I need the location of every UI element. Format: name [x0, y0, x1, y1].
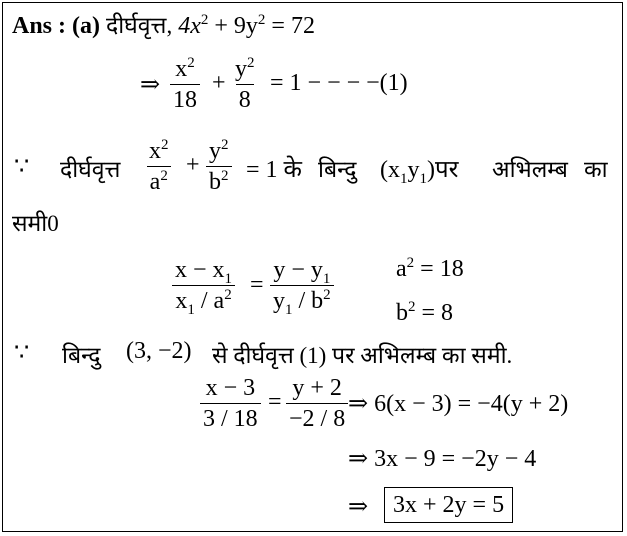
- step-equation-1: ⇒ 6(x − 3) = −4(y + 2): [348, 391, 569, 417]
- fraction-x-minus-3: $\frac{x - 3}{3 / 18}$: [200, 373, 261, 434]
- equals-one-ke: = 1 के: [246, 157, 302, 183]
- fraction-y2-8: $\frac{y^2}{8}$: [235, 55, 255, 113]
- a-squared-value: $a^2 = 18$: [396, 255, 464, 282]
- normal-description: से दीर्घवृत्त (1) पर अभिलम्ब का समी.: [212, 343, 513, 368]
- point-word: बिन्दु: [318, 157, 357, 182]
- fraction-y-plus-2: $\frac{y + 2}{-2 / 8}$: [286, 373, 348, 434]
- answer-label: Ans : (a): [12, 13, 100, 39]
- fraction-y-minus-y1: $\frac{y - y_1}{y_1 / b^2}$: [270, 255, 334, 316]
- ellipse-word: दीर्घवृत्त,: [106, 13, 173, 38]
- answer-line: [12, 8, 315, 40]
- since-symbol-2: ∵: [14, 340, 30, 366]
- sami-word: समी0: [12, 211, 59, 236]
- implies-arrow-final: ⇒: [348, 494, 369, 520]
- point-3-minus2: (3, −2): [126, 338, 192, 364]
- ellipse-word-2: दीर्घवृत्त: [60, 157, 121, 182]
- plus-sign: +: [212, 70, 226, 96]
- fraction-y2-b2: $\frac{y^2}{b^2}$: [206, 136, 232, 197]
- step-equation-2: ⇒ 3x − 9 = −2y − 4: [348, 446, 537, 472]
- equals-sign-2: =: [268, 389, 282, 415]
- point-word-2: बिन्दु: [62, 343, 101, 368]
- ka-word: का: [584, 157, 608, 182]
- fraction-x-minus-x1: $\frac{x - x_1}{x_1 / a^2}$: [172, 255, 235, 316]
- fraction-x2-18: $\frac{x^2}{18}$: [170, 54, 200, 115]
- final-answer-box: 3x + 2y = 5: [384, 487, 513, 523]
- fraction-x2-a2: $\frac{x^2}{a^2}$: [146, 136, 172, 197]
- since-symbol: ∵: [14, 154, 30, 180]
- plus-sign-2: +: [186, 152, 200, 178]
- b-squared-value: $b^2 = 8$: [396, 299, 454, 326]
- equation-one-label: = 1 − − − −(1): [270, 70, 408, 96]
- equals-sign: =: [250, 272, 264, 298]
- normal-word: अभिलम्ब: [492, 157, 568, 182]
- ellipse-equation: $4x^2 + 9y^2 = 72$: [178, 12, 315, 39]
- implies-arrow: ⇒: [140, 72, 161, 98]
- point-x1y1: $(x_1y_1)पर$: [380, 157, 459, 187]
